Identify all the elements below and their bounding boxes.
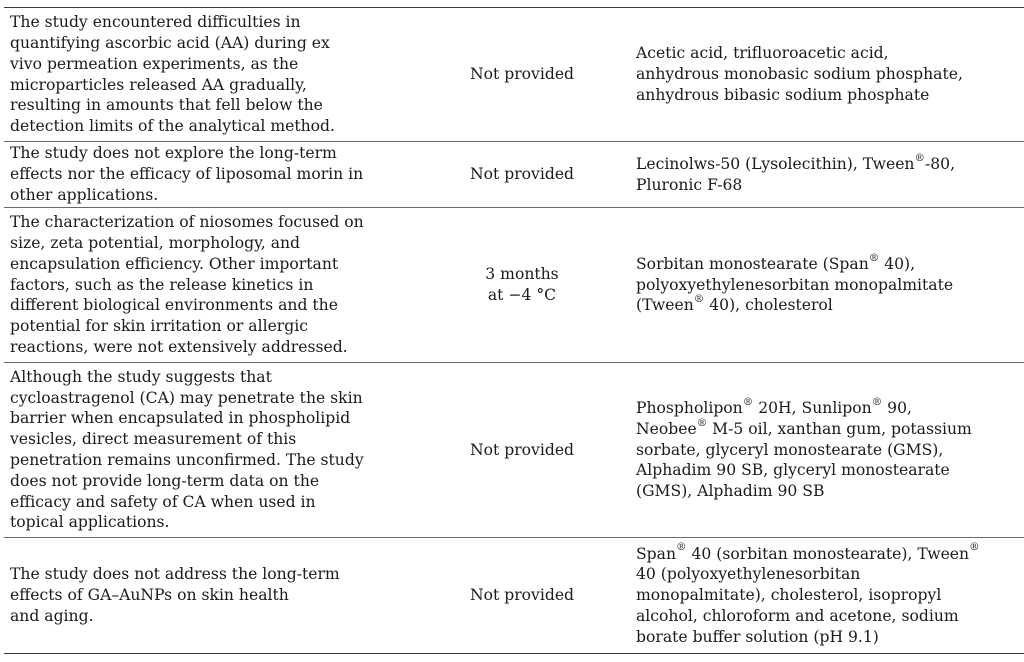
cell-line: different biological environments and the	[10, 296, 338, 315]
cell-line: effects nor the efficacy of liposomal morin in	[10, 165, 364, 184]
cell-line: size, zeta potential, morphology, and	[10, 234, 301, 252]
cell-line: topical applications.	[10, 513, 170, 532]
stability-cell	[424, 8, 620, 141]
table-row	[4, 8, 1024, 142]
limitation-cell	[10, 538, 410, 653]
cell-line: Not provided	[469, 65, 575, 84]
cell-line: 3 months	[485, 265, 559, 284]
cell-line: resulting in amounts that fell below the	[10, 96, 323, 115]
cell-line: penetration remains unconfirmed. The study	[10, 451, 364, 469]
stability-cell	[424, 142, 620, 207]
stability-cell	[424, 538, 620, 653]
cell-line: and aging.	[10, 606, 94, 625]
cell-line: potential for skin irritation or allergic	[10, 317, 308, 336]
cell-line: Not provided	[469, 586, 575, 605]
cell-line: The study encountered difficulties in	[10, 13, 301, 32]
cell-line: Pluronic F-68	[636, 175, 743, 194]
limitation-cell	[10, 8, 410, 141]
cell-line: cycloastragenol (CA) may penetrate the skin	[10, 388, 363, 407]
excipients-cell	[636, 538, 1022, 653]
cell-line: efficacy and safety of CA when used in	[10, 492, 316, 511]
table-row	[4, 142, 1024, 208]
cell-line: anhydrous monobasic sodium phosphate,	[636, 65, 963, 84]
cell-line: Acetic acid, trifluoroacetic acid,	[636, 44, 889, 63]
table-row	[4, 363, 1024, 538]
stability-cell	[424, 363, 620, 537]
cell-line: The characterization of niosomes focused on	[10, 213, 364, 232]
limitation-cell	[10, 208, 410, 362]
cell-line: Lecinolws-50 (Lysolecithin), Tween®-80,	[636, 151, 956, 173]
excipients-cell	[636, 363, 1022, 537]
cell-line: reactions, were not extensively addressed.	[10, 337, 348, 356]
cell-line: microparticles released AA gradually,	[10, 75, 307, 94]
cell-line: does not provide long-term data on the	[10, 471, 320, 490]
cell-line: vesicles, direct measurement of this	[10, 430, 297, 449]
excipients-cell	[636, 142, 1022, 207]
excipients-cell	[636, 8, 1022, 141]
cell-line: 40 (polyoxyethylenesorbitan	[636, 565, 861, 584]
cell-line: polyoxyethylenesorbitan monopalmitate	[636, 275, 954, 294]
table-row	[4, 538, 1024, 653]
cell-line: at −4 °C	[487, 286, 557, 304]
cell-line: barrier when encapsulated in phospholipid	[10, 409, 351, 428]
cell-line: sorbate, glyceryl monostearate (GMS),	[636, 440, 944, 459]
cell-line: Not provided	[469, 165, 575, 184]
cell-line: effects of GA–AuNPs on skin health	[10, 586, 289, 605]
cell-line: Alphadim 90 SB, glyceryl monostearate	[636, 461, 950, 480]
cell-line: quantifying ascorbic acid (AA) during ex	[10, 33, 330, 52]
cell-line: Not provided	[469, 440, 575, 459]
cell-line: borate buffer solution (pH 9.1)	[636, 627, 879, 646]
table-bottom-rule	[4, 653, 1024, 654]
cell-line: monopalmitate), cholesterol, isopropyl	[636, 586, 942, 605]
excipients-cell	[636, 208, 1022, 362]
cell-line: Although the study suggests that	[10, 367, 272, 386]
cell-line: anhydrous bibasic sodium phosphate	[636, 85, 930, 104]
cell-line: other applications.	[10, 185, 159, 204]
cell-line: detection limits of the analytical method.	[10, 117, 335, 136]
cell-line: vivo permeation experiments, as the	[10, 54, 299, 73]
cell-line: The study does not address the long-term	[10, 565, 340, 584]
cell-line: encapsulation efficiency. Other important	[10, 254, 339, 273]
cell-line: factors, such as the release kinetics in	[10, 275, 314, 294]
cell-line: (GMS), Alphadim 90 SB	[636, 482, 825, 501]
limitation-cell	[10, 363, 410, 537]
stability-cell	[424, 208, 620, 362]
table-row	[4, 208, 1024, 363]
cell-line: Phospholipon® 20H, Sunlipon® 90,	[636, 395, 912, 417]
cell-line: The study does not explore the long-term	[10, 144, 337, 163]
cell-line: Span® 40 (sorbitan monostearate), Tween®	[636, 541, 980, 563]
cell-line: (Tween® 40), cholesterol	[636, 293, 833, 315]
cell-line: alcohol, chloroform and acetone, sodium	[636, 606, 959, 625]
cell-line: Sorbitan monostearate (Span® 40),	[636, 251, 916, 273]
limitation-cell	[10, 142, 410, 207]
cell-line: Neobee® M-5 oil, xanthan gum, potassium	[636, 416, 972, 438]
